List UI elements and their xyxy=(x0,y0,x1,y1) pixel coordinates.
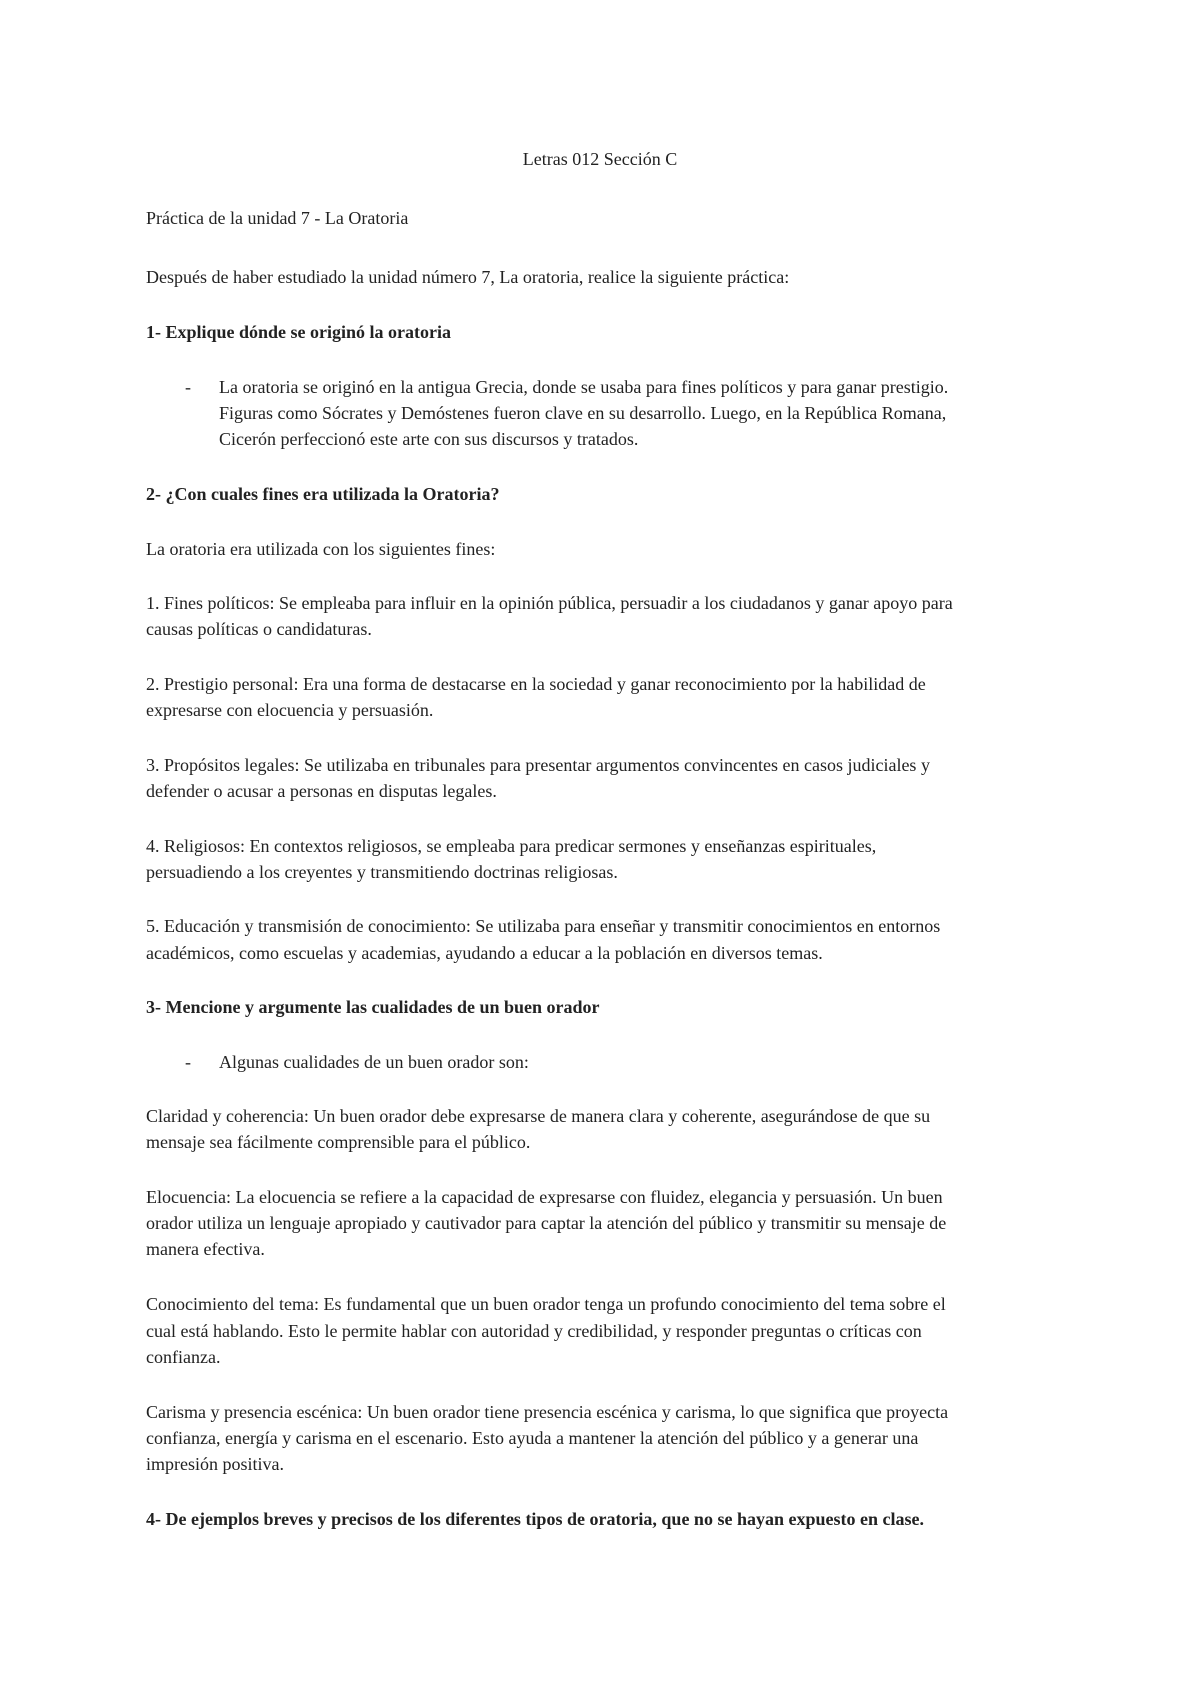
quality-paragraph-line: cual está hablando. Esto le permite hablar con autoridad y credibilidad, y responder preguntas o críticas con xyxy=(146,1321,922,1341)
purpose-item-line: académicos, como escuelas y academias, ayudando a educar a la población en diversos temas. xyxy=(146,943,823,963)
quality-paragraph-line: orador utiliza un lenguaje apropiado y cautivador para captar la atención del público y transmitir su mensaje de xyxy=(146,1213,947,1233)
purpose-item-line: 2. Prestigio personal: Era una forma de destacarse en la sociedad y ganar reconocimiento por la habilidad de xyxy=(146,674,926,694)
quality-paragraph-line: confianza, energía y carisma en el escenario. Esto ayuda a mantener la atención del público y a generar una xyxy=(146,1428,919,1448)
purpose-item-line: 1. Fines políticos: Se empleaba para influir en la opinión pública, persuadir a los ciudadanos y ganar apoyo para xyxy=(146,593,953,613)
purpose-item-line: 3. Propósitos legales: Se utilizaba en tribunales para presentar argumentos convincentes en casos judiciales y xyxy=(146,755,930,775)
purpose-item-line: persuadiendo a los creyentes y transmitiendo doctrinas religiosas. xyxy=(146,862,618,882)
quality-paragraph-line: mensaje sea fácilmente comprensible para el público. xyxy=(146,1132,531,1152)
quality-paragraph-line: Carisma y presencia escénica: Un buen orador tiene presencia escénica y carisma, lo que significa que proyecta xyxy=(146,1402,949,1422)
purpose-item-line: causas políticas o candidaturas. xyxy=(146,619,372,639)
quality-paragraph-line: confianza. xyxy=(146,1347,221,1367)
answer-1-line: Cicerón perfeccionó este arte con sus discursos y tratados. xyxy=(219,429,639,449)
quality-paragraph-line: Conocimiento del tema: Es fundamental que un buen orador tenga un profundo conocimiento del tema sobre el xyxy=(146,1294,946,1314)
quality-paragraph-line: impresión positiva. xyxy=(146,1454,284,1474)
document-title: Letras 012 Sección C xyxy=(522,149,678,169)
purpose-item-line: defender o acusar a personas en disputas legales. xyxy=(146,781,497,801)
purpose-item-line: expresarse con elocuencia y persuasión. xyxy=(146,700,434,720)
bullet-dash: - xyxy=(185,377,191,397)
answer-3-intro: Algunas cualidades de un buen orador son: xyxy=(219,1052,529,1072)
quality-paragraph-line: Elocuencia: La elocuencia se refiere a la capacidad de expresarse con fluidez, elegancia y persuasión. Un buen xyxy=(146,1187,943,1207)
quality-paragraph-line: manera efectiva. xyxy=(146,1239,265,1259)
answer-2-intro: La oratoria era utilizada con los siguientes fines: xyxy=(146,539,496,559)
question-1-heading: 1- Explique dónde se originó la oratoria xyxy=(146,322,452,342)
purpose-item-line: 4. Religiosos: En contextos religiosos, se empleaba para predicar sermones y enseñanzas espirituales, xyxy=(146,836,877,856)
purpose-item-line: 5. Educación y transmisión de conocimiento: Se utilizaba para enseñar y transmitir conocimientos en entornos xyxy=(146,916,941,936)
question-2-heading: 2- ¿Con cuales fines era utilizada la Oratoria? xyxy=(146,484,500,504)
answer-1-line: La oratoria se originó en la antigua Grecia, donde se usaba para fines políticos y para ganar prestigio. xyxy=(219,377,949,397)
document-subtitle: Práctica de la unidad 7 - La Oratoria xyxy=(146,208,409,228)
quality-paragraph-line: Claridad y coherencia: Un buen orador debe expresarse de manera clara y coherente, asegurándose de que su xyxy=(146,1106,931,1126)
instructions-text: Después de haber estudiado la unidad número 7, La oratoria, realice la siguiente práctica: xyxy=(146,267,790,287)
answer-1-line: Figuras como Sócrates y Demóstenes fueron clave en su desarrollo. Luego, en la República Romana, xyxy=(219,403,947,423)
question-4-heading: 4- De ejemplos breves y precisos de los diferentes tipos de oratoria, que no se hayan expuesto en clase. xyxy=(146,1509,924,1529)
question-3-heading: 3- Mencione y argumente las cualidades de un buen orador xyxy=(146,997,600,1017)
bullet-dash: - xyxy=(185,1052,191,1072)
